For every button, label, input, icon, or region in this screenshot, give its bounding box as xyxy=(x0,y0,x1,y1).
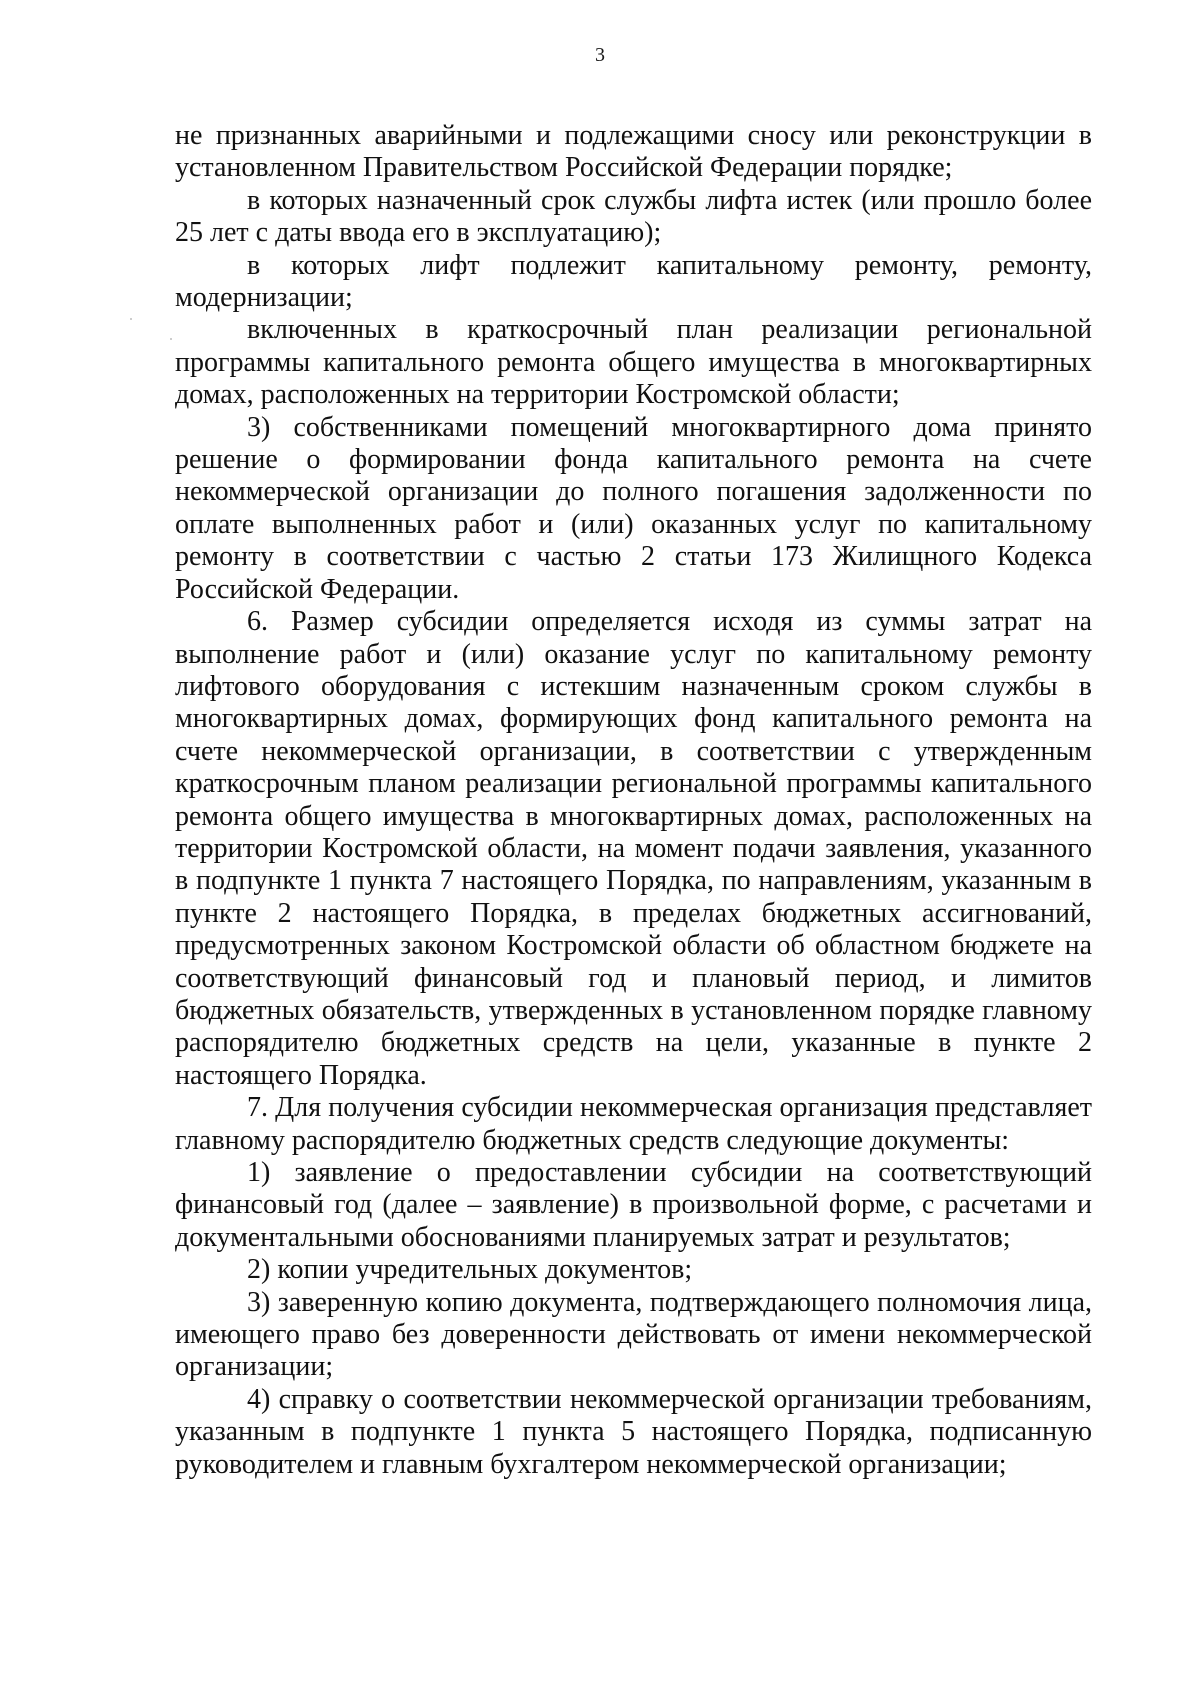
paragraph: 6. Размер субсидии определяется исходя из суммы затрат на выполнение работ и (или) оказание услуг по капитальному ремонту лифтового оборудования с истекшим назначенным сроком службы в многоквартирных домах, формирующих фонд капитального ремонта на счете некоммерческой организации, в соответствии с утвержденным краткосрочным планом реализации региональной программы капитального ремонта общего имущества в многоквартирных домах, расположенных на территории Костромской области, на момент подачи заявления, указанного в подпункте 1 пункта 7 настоящего Порядка, по направлениям, указанным в пункте 2 настоящего Порядка, в пределах бюджетных ассигнований, предусмотренных законом Костромской области об областном бюджете на соответствующий финансовый год и плановый период, и лимитов бюджетных обязательств, утвержденных в установленном порядке главному распорядителю бюджетных средств на цели, указанные в пункте 2 настоящего Порядка. xyxy=(175,606,1092,1091)
paragraph: 4) справку о соответствии некоммерческой организации требованиям, указанным в подпункте 1 пункта 5 настоящего Порядка, подписанную руководителем и главным бухгалтером некоммерческой организации; xyxy=(175,1383,1092,1480)
paragraph: 1) заявление о предоставлении субсидии на соответствующий финансовый год (далее – заявление) в произвольной форме, с расчетами и документальными обоснованиями планируемых затрат и результатов; xyxy=(175,1157,1092,1253)
paragraph: не признанных аварийными и подлежащими сносу или реконструкции в установленном Правительством Российской Федерации порядке; xyxy=(175,120,1092,184)
paragraph: включенных в краткосрочный план реализации региональной программы капитального ремонта общего имущества в многоквартирных домах, расположенных на территории Костромской области; xyxy=(175,314,1092,411)
scan-speck xyxy=(130,318,132,320)
paragraph: в которых назначенный срок службы лифта истек (или прошло более 25 лет с даты ввода его в эксплуатацию); xyxy=(175,184,1092,249)
paragraph: 2) копии учредительных документов; xyxy=(247,1254,693,1286)
paragraph: 3) заверенную копию документа, подтверждающего полномочия лица, имеющего право без доверенности действовать от имени некоммерческой организации; xyxy=(175,1286,1092,1383)
paragraph: 7. Для получения субсидии некоммерческая организация представляет главному распорядителю бюджетных средств следующие документы: xyxy=(175,1092,1092,1156)
page-number: 3 xyxy=(595,44,605,66)
document-body xyxy=(175,120,1092,1481)
paragraph: в которых лифт подлежит капитальному ремонту, ремонту, модернизации; xyxy=(175,249,1092,314)
scan-speck xyxy=(170,338,172,340)
paragraph: 3) собственниками помещений многоквартирного дома принято решение о формировании фонда капитального ремонта на счете некоммерческой организации до полного погашения задолженности по оплате выполненных работ и (или) оказанных услуг по капитальному ремонту в соответствии с частью 2 статьи 173 Жилищного Кодекса Российской Федерации. xyxy=(175,411,1092,605)
